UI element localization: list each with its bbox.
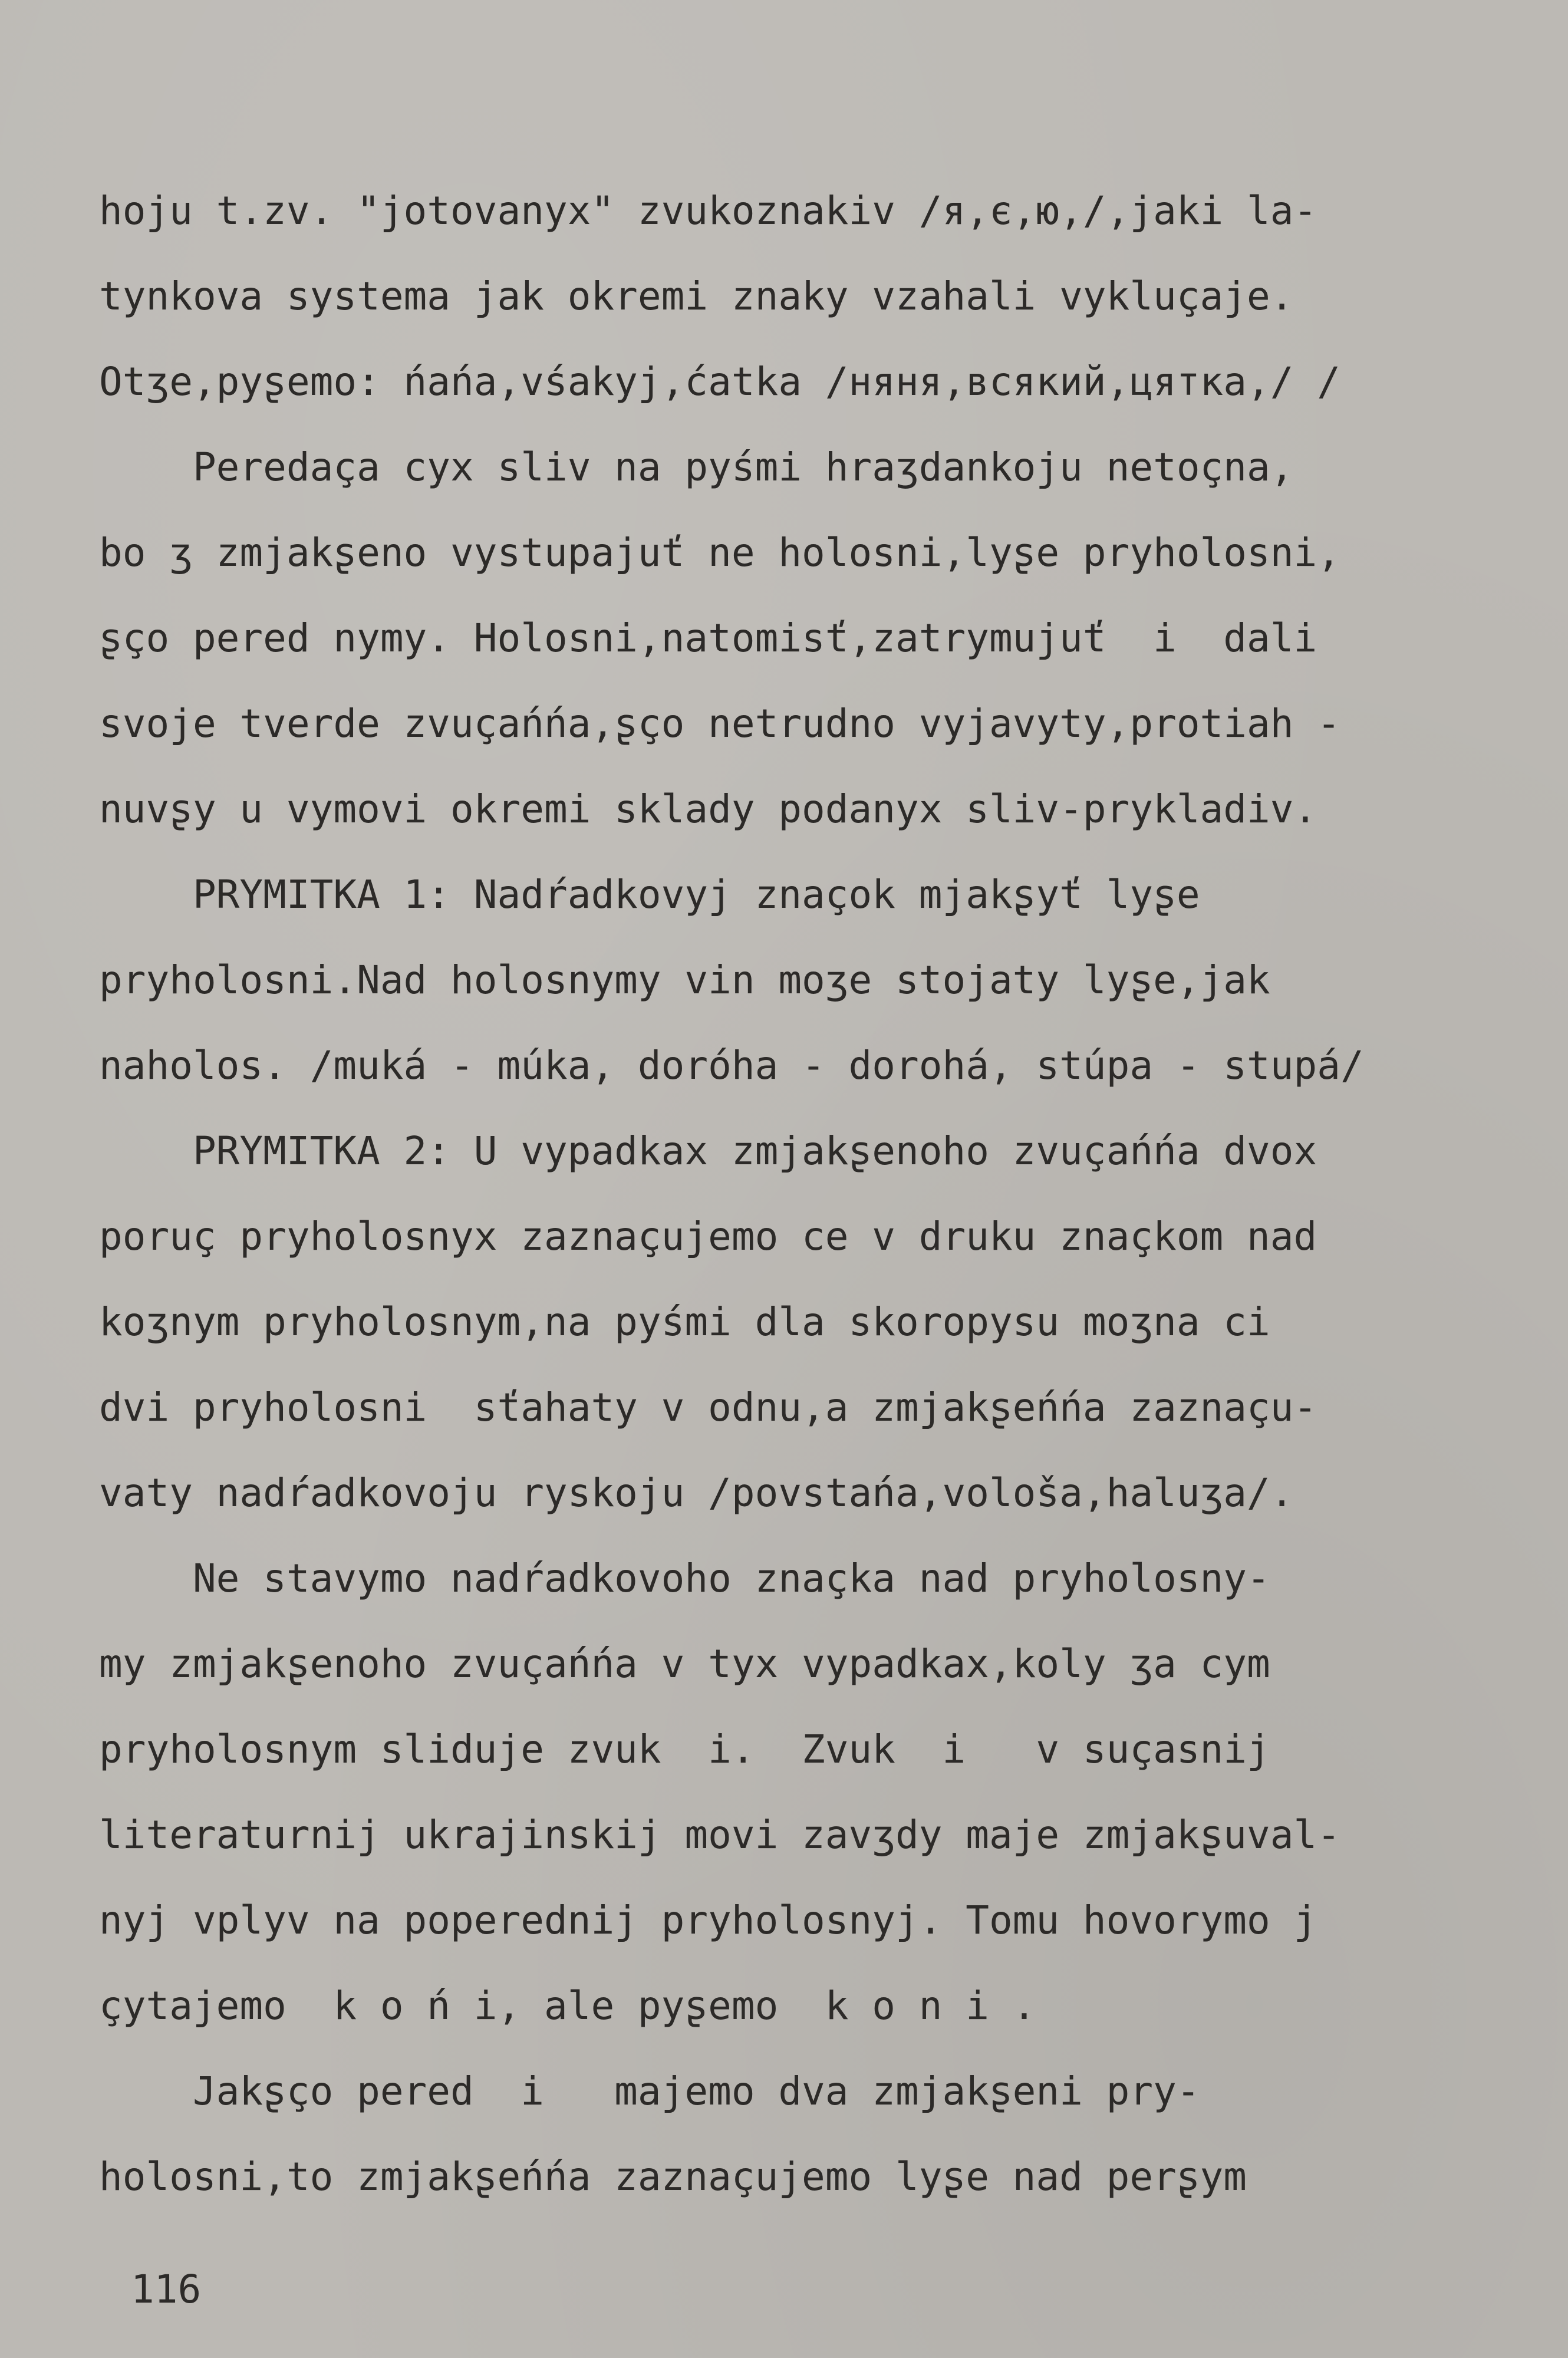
text-line: my zmjakʂenoho zvuçańńa v tyx vypadkax,koly ʒa cym [99,1641,1270,1687]
page-number: 116 [131,2267,202,2312]
text-line: nyj vplyv na poperednij pryholosnyj. Tomu hovorymo j [99,1898,1317,1943]
text-line: bo ʒ zmjakʂeno vystupajuť ne holosni,lyʂe pryholosni, [99,530,1340,575]
text-line: Ne stavymo nadŕadkovoho znaçka nad pryholosny- [99,1556,1270,1601]
text-line: tynkova systema jak okremi znaky vzahali vykluçaje. [99,274,1294,319]
text-line: PRYMITKA 2: U vypadkax zmjakʂenoho zvuçańńa dvox [99,1128,1317,1174]
text-line: vaty nadŕadkovoju ryskoju /povstańa,vološa,haluʒa/. [99,1470,1294,1516]
text-line: ʂço pered nymy. Holosni,natomisť,zatrymujuť i dali [99,615,1317,661]
text-line: nuvʂy u vymovi okremi sklady podanyx sliv-prykladiv. [99,786,1317,832]
text-line: Peredaça cyx sliv na pyśmi hraʒdankoju netoçna, [99,444,1294,490]
text-line: Jakʂço pered i majemo dva zmjakʂeni pry- [99,2069,1200,2114]
text-line: naholos. /muká - múka, doróha - dorohá, stúpa - stupá/ [99,1043,1364,1088]
text-line: pryholosni.Nad holosnymy vin moʒe stojaty lyʂe,jak [99,957,1270,1003]
text-line: literaturnij ukrajinskij movi zavʒdy maje zmjakʂuval- [99,1812,1340,1858]
text-line: PRYMITKA 1: Nadŕadkovyj znaçok mjakʂyť lyʂe [99,872,1200,917]
text-line: poruç pryholosnyx zaznaçujemo ce v druku znaçkom nad [99,1214,1317,1259]
text-line: koʒnym pryholosnym,na pyśmi dla skoropysu moʒna ci [99,1299,1270,1345]
text-line: Otʒe,pyʂemo: ńańa,vśakyj,ćatka /няня,всякий,цятка,/ / [99,359,1340,404]
document-text [99,168,1502,2219]
text-line: holosni,to zmjakʂeńńa zaznaçujemo lyʂe nad perʂym [99,2154,1247,2199]
text-line: hoju t.zv. "jotovanyx" zvukoznakiv /я,є,ю,/,jaki la- [99,188,1317,233]
text-line: çytajemo k o ń i, ale pyʂemo k o n i . [99,1983,1036,2028]
text-line: dvi pryholosni sťahaty v odnu,a zmjakʂeńńa zaznaçu- [99,1385,1317,1430]
text-line: pryholosnym sliduje zvuk i. Zvuk i v suçasnij [99,1727,1270,1772]
text-line: svoje tverde zvuçańńa,ʂço netrudno vyjavyty,protiah - [99,701,1340,746]
